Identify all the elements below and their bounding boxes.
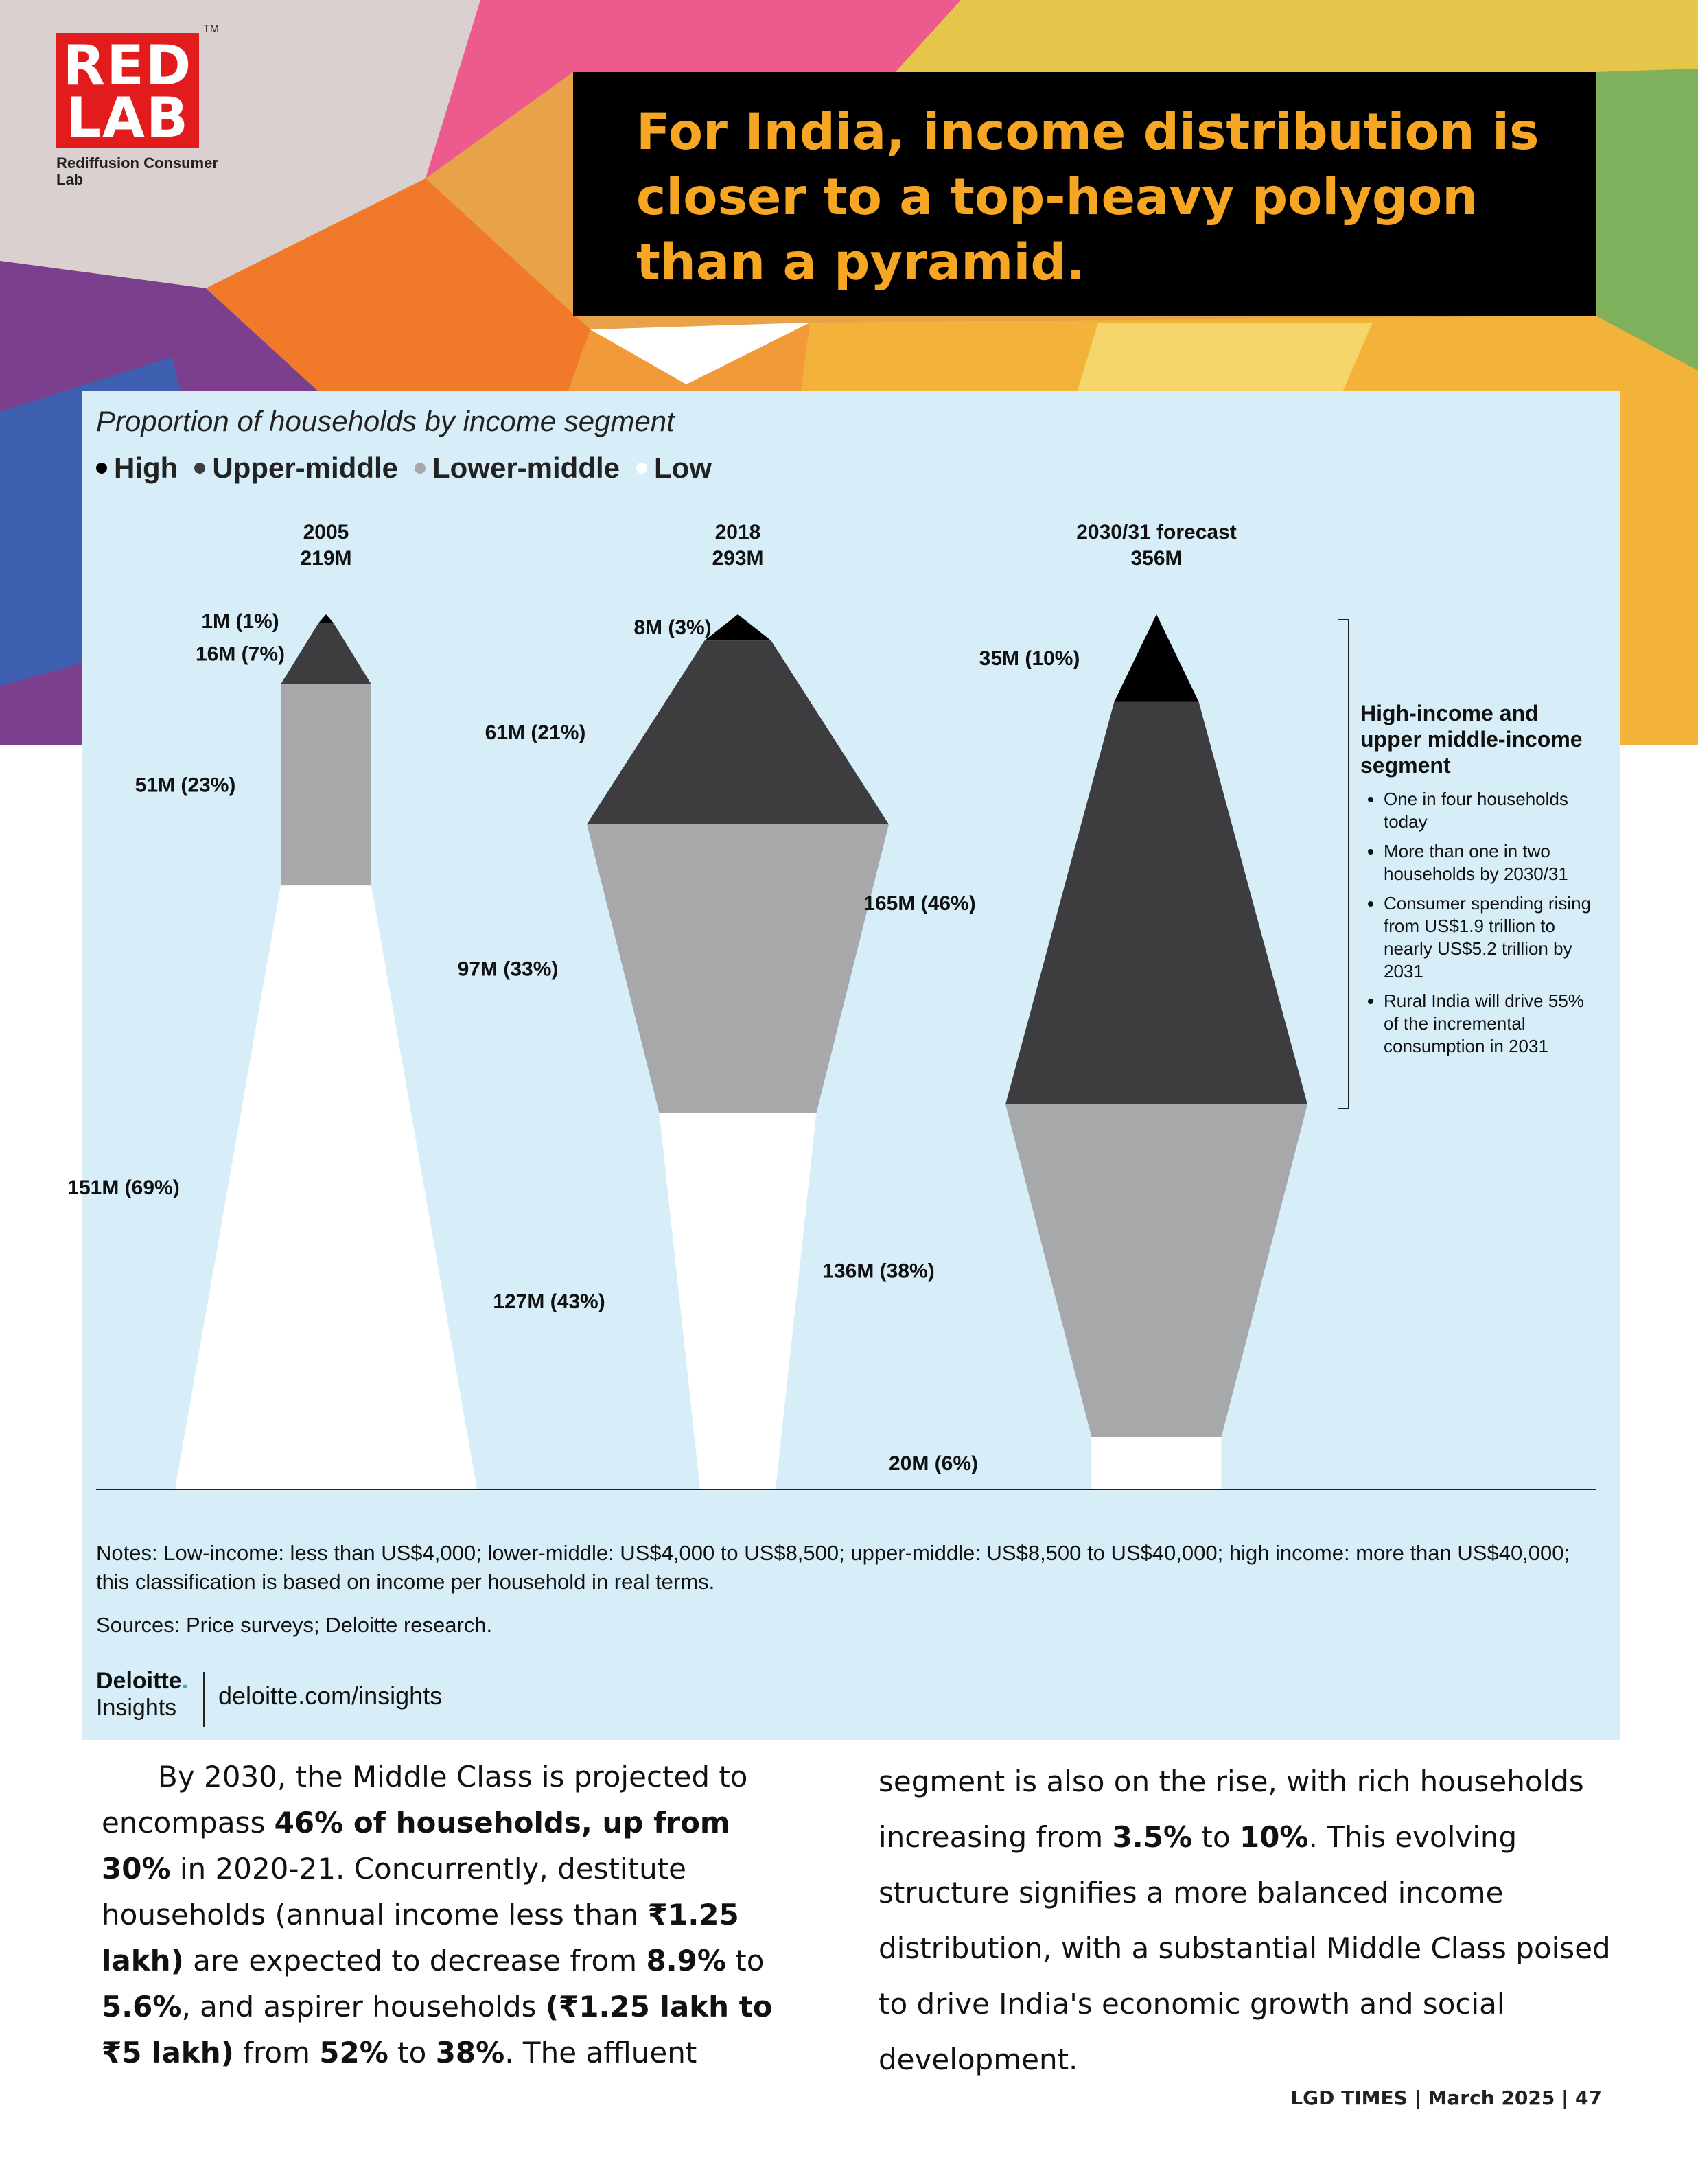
group-year-label: 2030/31 forecast	[1076, 521, 1237, 544]
text-bold: 46% of households, up from 30%	[102, 1806, 730, 1885]
group-year-label: 2005	[303, 521, 349, 544]
text-span: By 2030, the Middle Class is projected to encompass	[102, 1760, 748, 1839]
segment-label-upper-middle-0: 16M (7%)	[195, 642, 286, 666]
segment-lower-middle-2	[1005, 1104, 1307, 1437]
sidebar-callout	[1360, 700, 1601, 1065]
segment-low-0	[175, 885, 477, 1489]
segment-lower-middle-0	[281, 684, 371, 885]
segment-low-2	[1091, 1437, 1221, 1490]
group-total-label: 293M	[712, 547, 764, 570]
chart-sources: Sources: Price surveys; Deloitte research.	[96, 1613, 493, 1637]
trademark-mark: TM	[203, 23, 220, 35]
legend-label: Lower-middle	[432, 452, 620, 484]
segment-label-low-1: 127M (43%)	[493, 1290, 605, 1313]
segment-label-lower-middle-1: 97M (33%)	[457, 957, 559, 981]
text-bold: 5.6%	[102, 1990, 182, 2023]
text-bold: 8.9%	[646, 1944, 726, 1977]
segment-lower-middle-1	[587, 824, 889, 1113]
text-span: in 2020-21. Concurrently, destitute households (annual income less than	[102, 1852, 686, 1931]
deloitte-brand	[96, 1668, 188, 1721]
sidebar-bracket	[1338, 620, 1349, 1108]
segment-high-2	[1114, 614, 1198, 702]
segment-label-high-1: 8M (3%)	[633, 616, 712, 640]
chart-panel	[67, 391, 1620, 1740]
redlab-logo	[56, 33, 199, 148]
logo-subtitle: Rediffusion Consumer Lab	[56, 154, 218, 188]
group-year-label: 2018	[714, 521, 761, 544]
text-span: to	[388, 2036, 436, 2069]
legend-label: High	[114, 452, 178, 484]
segment-high-1	[705, 614, 771, 640]
headline-box	[573, 72, 1596, 316]
body-paragraph-2	[879, 1754, 1613, 2087]
sidebar-title: High-income and upper middle-income segment	[1360, 701, 1583, 778]
chart-notes: Notes: Low-income: less than US$4,000; lower-middle: US$4,000 to US$8,500; upper-middle: US$8,500 to US$40,000; high income: more than US$40,000; this classification is based on income per household in real terms.	[96, 1541, 1570, 1594]
segment-label-lower-middle-2: 136M (38%)	[822, 1259, 935, 1283]
page-footer: LGD TIMES | March 2025 | 47	[1290, 2087, 1602, 2109]
sidebar-bullet: • Consumer spending rising from US$1.9 trillion to nearly US$5.2 trillion by 2031	[1384, 892, 1601, 983]
segment-label-high-0: 1M (1%)	[201, 610, 279, 633]
text-span: to	[725, 1944, 765, 1977]
segment-upper-middle-2	[1005, 702, 1307, 1105]
segment-label-upper-middle-1: 61M (21%)	[485, 721, 586, 745]
body-column-left	[102, 1754, 809, 2076]
brand-name-text: Deloitte	[96, 1668, 182, 1694]
text-bold: ₹1.25 lakh)	[102, 1898, 739, 1977]
text-span: segment is also on the rise, with rich households increasing from	[879, 1765, 1584, 1854]
text-span: . This evolving structure signifies a more balanced income distribution, with a substantial Middle Class poised to drive India's economic growth and social development.	[879, 1820, 1611, 2076]
brand-divider	[203, 1672, 205, 1727]
group-total-label: 219M	[300, 547, 352, 570]
brand-sub: Insights	[96, 1695, 177, 1721]
text-span: to	[1192, 1820, 1240, 1854]
chart-title: Proportion of households by income segment	[96, 405, 675, 437]
segment-upper-middle-1	[587, 640, 889, 824]
segment-upper-middle-0	[281, 623, 371, 684]
text-bold: 52%	[319, 2036, 388, 2069]
segment-label-high-2: 35M (10%)	[979, 647, 1080, 670]
text-span: from	[233, 2036, 320, 2069]
segment-label-lower-middle-0: 51M (23%)	[135, 774, 236, 797]
sidebar-bullet: • Rural India will drive 55% of the incremental consumption in 2031	[1384, 990, 1601, 1058]
text-bold: 3.5%	[1112, 1820, 1193, 1854]
brand-dot: .	[181, 1668, 189, 1694]
body-column-right	[879, 1754, 1613, 2087]
sidebar-bullets	[1360, 788, 1601, 1058]
text-bold: (₹1.25 lakh to ₹5 lakh)	[102, 1990, 773, 2069]
text-span: , and aspirer households	[181, 1990, 546, 2023]
segment-label-low-2: 20M (6%)	[888, 1452, 979, 1475]
group-total-label: 356M	[1130, 547, 1183, 570]
brand-name	[96, 1668, 188, 1694]
text-span: . The affluent	[504, 2036, 697, 2069]
sidebar-bullet: • More than one in two households by 2030/31	[1384, 840, 1601, 885]
legend-label: Upper-middle	[212, 452, 398, 484]
sidebar-bullet: • One in four households today	[1384, 788, 1601, 833]
text-bold: 10%	[1239, 1820, 1309, 1854]
segment-low-1	[660, 1113, 817, 1489]
segment-label-low-0: 151M (69%)	[67, 1176, 180, 1200]
brand-url-link[interactable]: deloitte.com/insights	[218, 1682, 443, 1710]
segment-high-0	[318, 614, 334, 623]
legend-label: Low	[654, 452, 712, 484]
headline: For India, income distribution is closer to a top-heavy polygon than a pyramid.	[636, 103, 1539, 292]
text-bold: 38%	[435, 2036, 505, 2069]
logo-line-lab: LAB	[66, 86, 189, 150]
body-paragraph-1	[102, 1754, 809, 2076]
segment-label-upper-middle-2: 165M (46%)	[863, 892, 976, 915]
text-span: are expected to decrease from	[183, 1944, 647, 1977]
logo-line-red: RED	[62, 34, 193, 97]
